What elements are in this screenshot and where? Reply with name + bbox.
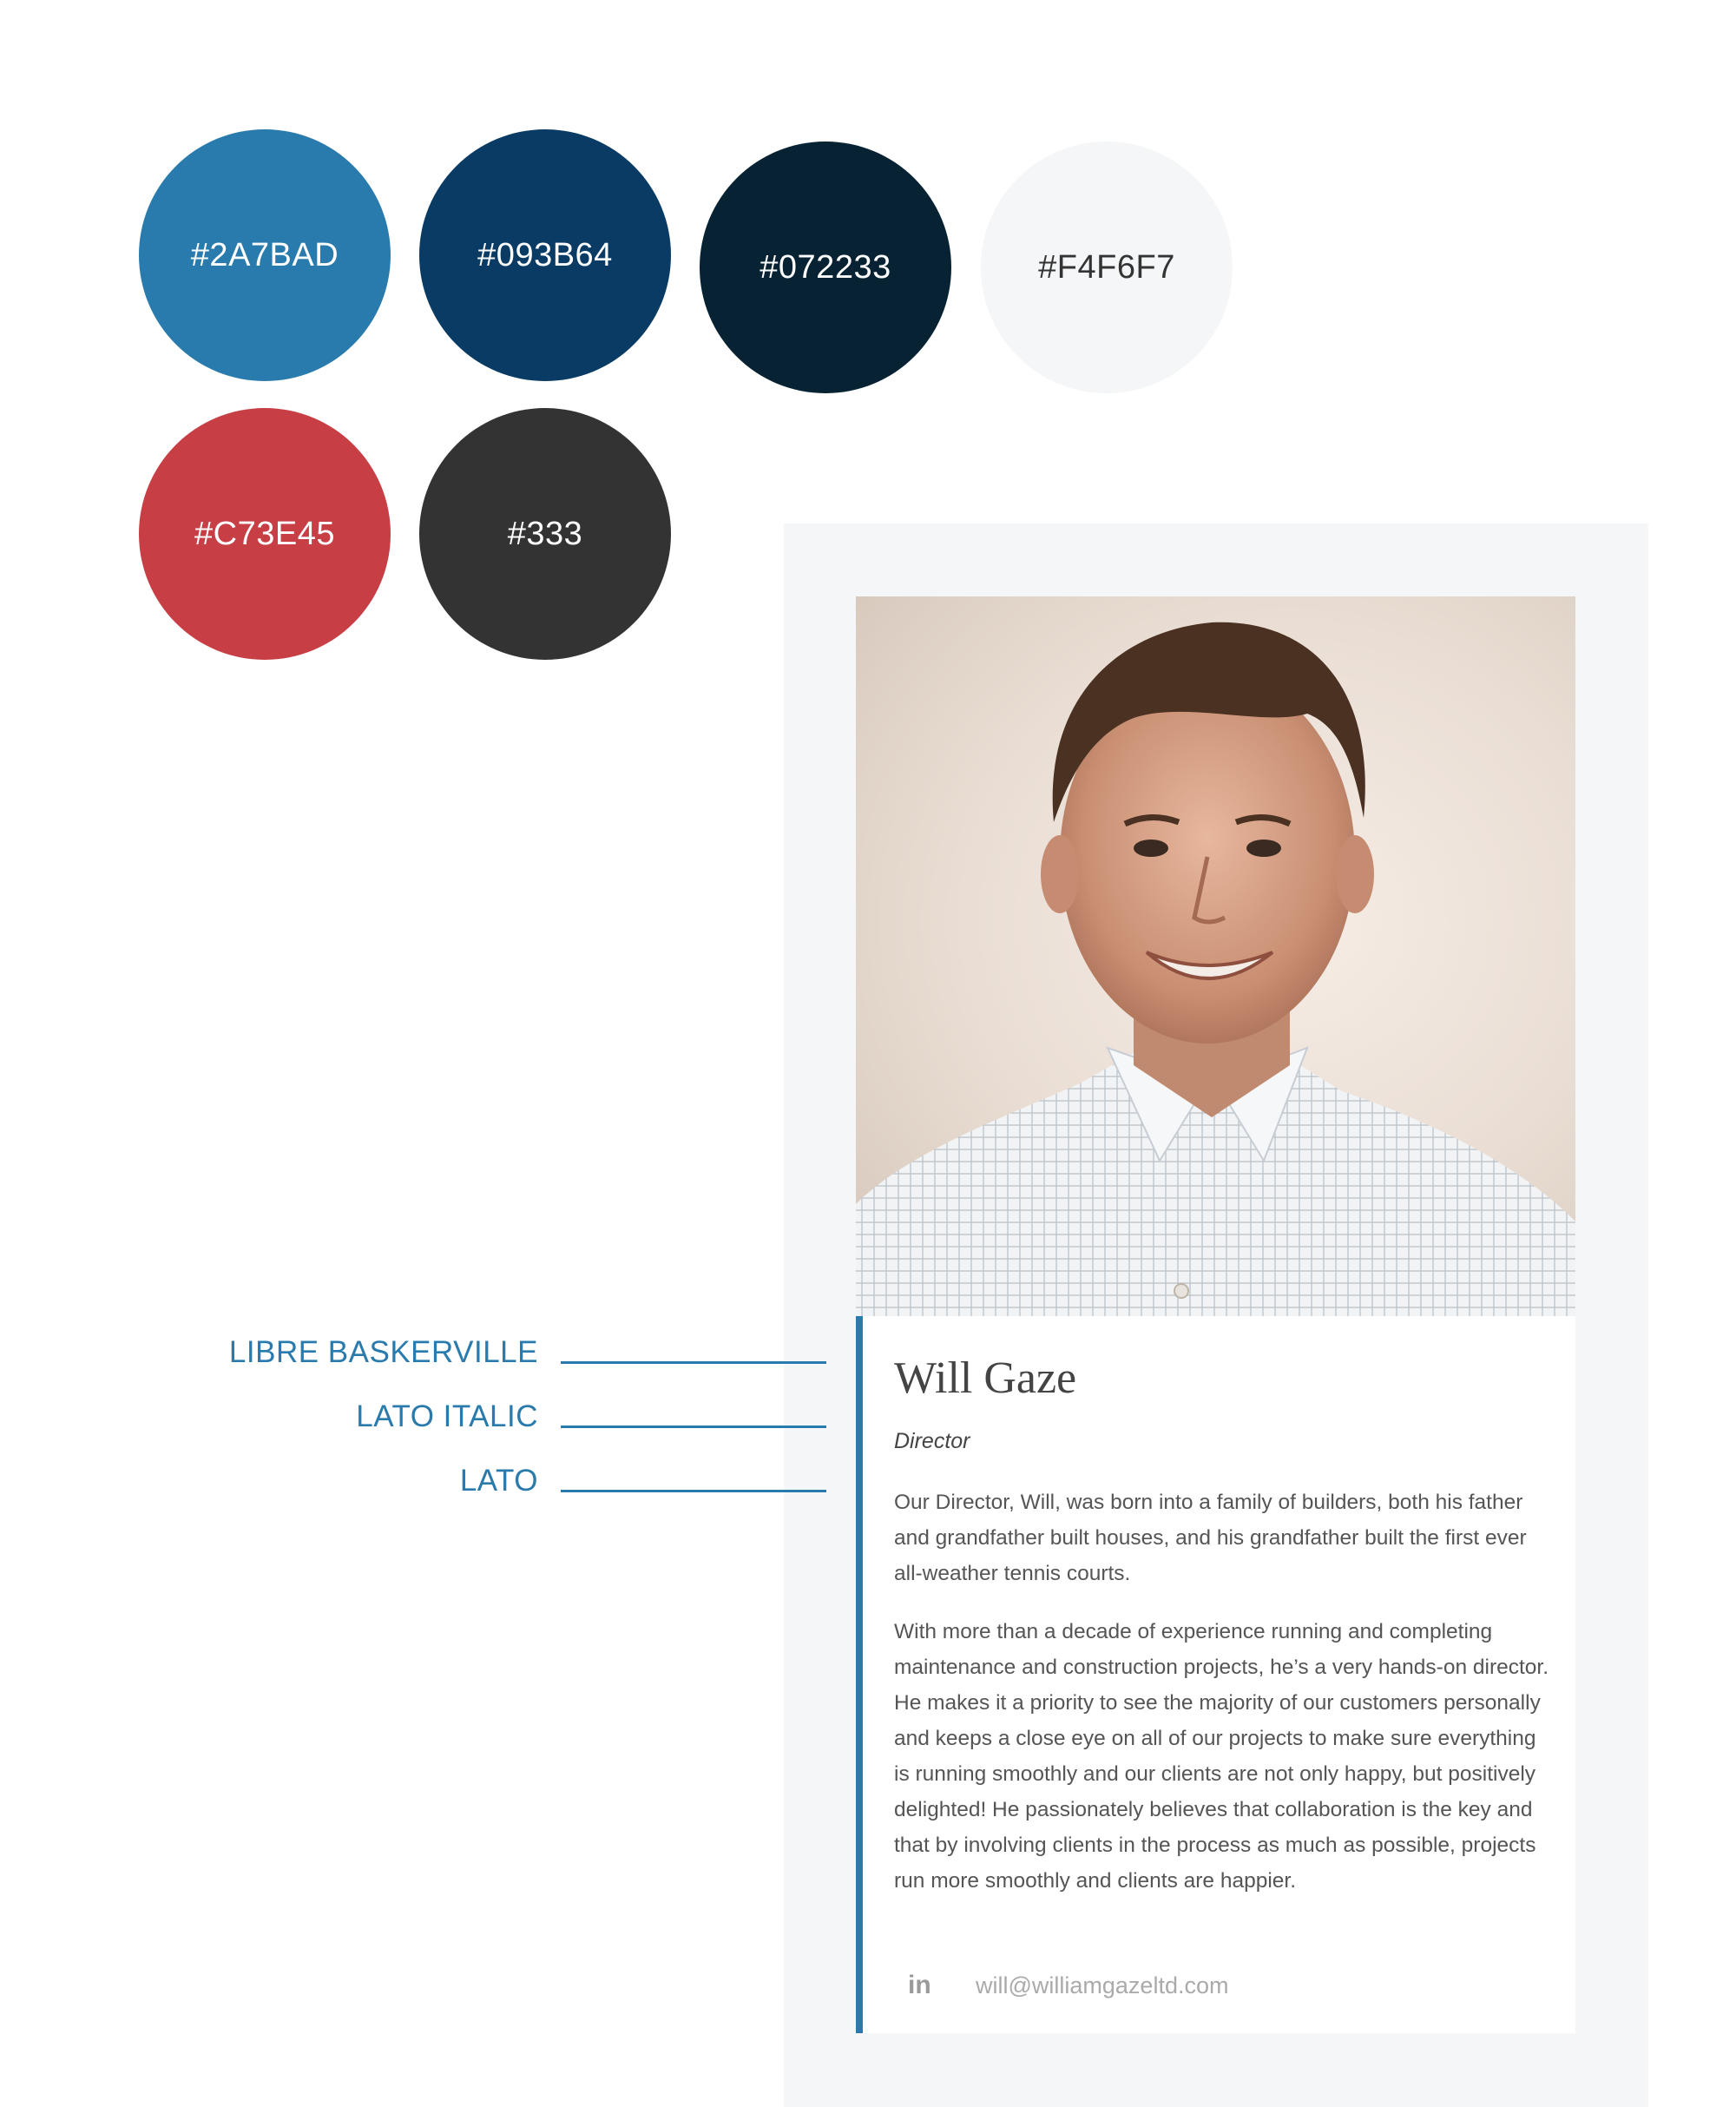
swatch-red	[139, 408, 391, 660]
swatch-label: #C73E45	[194, 515, 335, 552]
profile-card	[856, 1316, 1575, 2033]
swatch-blue	[139, 129, 391, 381]
font-label-heading: LIBRE BASKERVILLE	[228, 1335, 538, 1369]
swatch-label: #2A7BAD	[190, 236, 339, 273]
profile-role: Director	[894, 1429, 970, 1453]
font-pointer-line-italic	[561, 1426, 826, 1428]
bio-paragraph-1: Our Director, Will, was born into a family of builders, both his father and grandfather built houses, and his grandfather built the first ever all-weather tennis courts.	[894, 1491, 1527, 1585]
profile-name: Will Gaze	[894, 1353, 1077, 1403]
swatch-light-grey	[981, 142, 1233, 393]
email-link[interactable]: will@williamgazeltd.com	[976, 1972, 1229, 1998]
font-label-body: LATO	[459, 1464, 538, 1498]
swatch-charcoal	[419, 408, 671, 660]
font-pointer-line-heading	[561, 1361, 826, 1364]
swatch-dark-navy	[700, 142, 951, 393]
font-pointer-line-body	[561, 1490, 826, 1492]
swatch-label: #093B64	[477, 236, 613, 273]
bio-paragraph-2: With more than a decade of experience running and completing maintenance and construction projects, he’s a very hands-on director. He makes it a priority to see the majority of our customers personally and keeps a close eye on all of our projects to make sure everything is running smoothly and our clients are not only happy, but positively delighted! He passionately believes that collaboration is the key and that by involving clients in the process as much as possible, projects run more smoothly and clients are happier.	[894, 1620, 1549, 1893]
swatch-navy	[419, 129, 671, 381]
swatch-label: #072233	[760, 248, 891, 286]
portrait-illustration-icon	[856, 596, 1575, 1316]
linkedin-icon[interactable]: in	[908, 1971, 931, 1999]
profile-bio	[894, 1485, 1554, 1921]
font-label-italic: LATO ITALIC	[356, 1399, 538, 1433]
swatch-label: #333	[507, 515, 583, 552]
person-portrait-photo	[856, 596, 1575, 1316]
swatch-label: #F4F6F7	[1038, 248, 1175, 286]
